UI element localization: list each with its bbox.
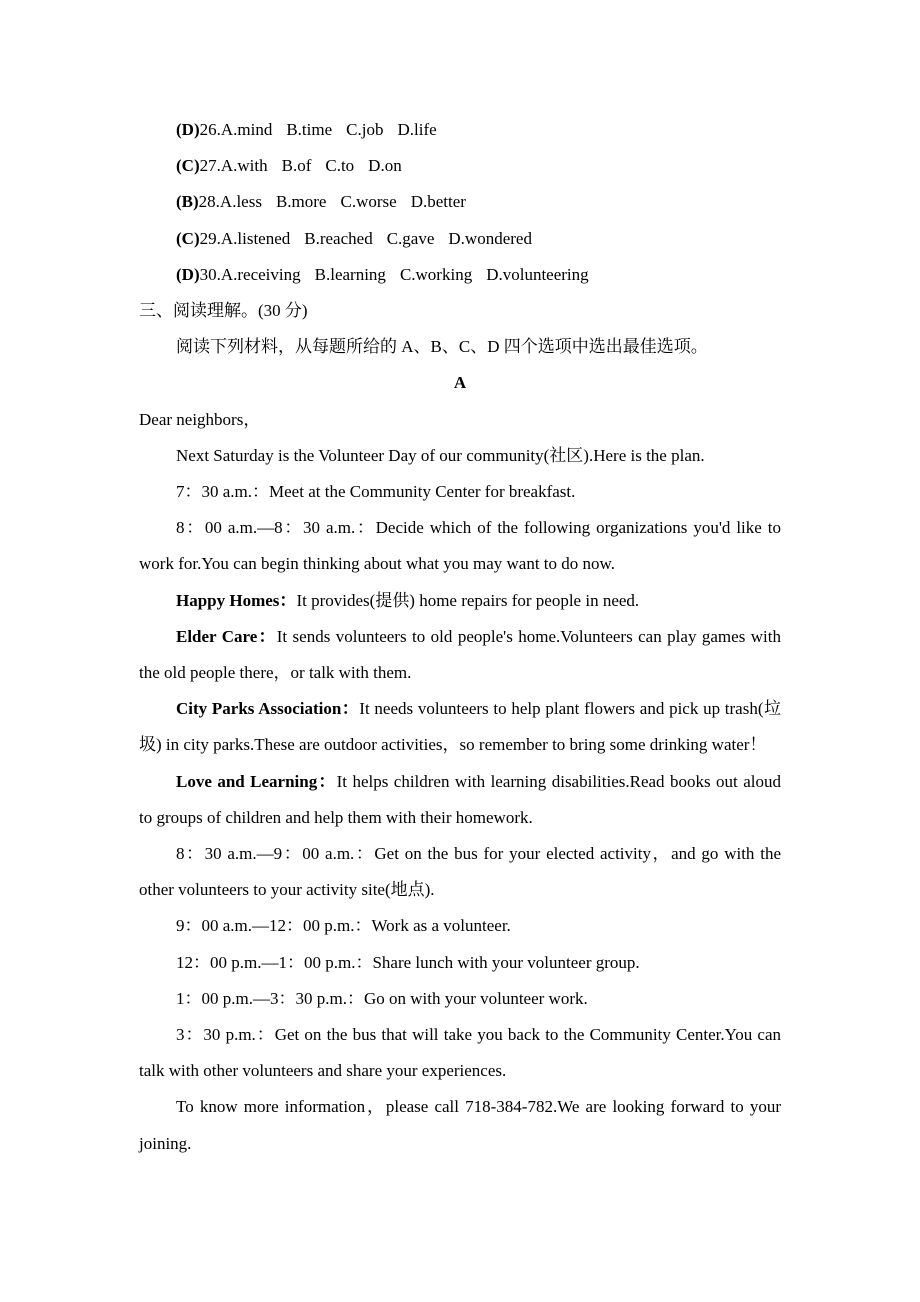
organization-description: It provides(提供) home repairs for people in need. (296, 590, 640, 610)
question-line (139, 257, 781, 293)
question-number: 27. (199, 156, 221, 176)
letter-greeting: Dear neighbors， (139, 409, 261, 429)
schedule-item: 8：00 a.m.—8：30 a.m.：Decide which of the following organizations you'd like to work for.You can begin thinking about what you may want to do now. (139, 518, 781, 574)
question-option: A.less (219, 192, 262, 212)
organization-description: It helps children with learning disabilities.Read books out aloud to groups of children and help them with their homework. (139, 771, 781, 827)
question-option: C.job (346, 120, 384, 139)
letter-intro: Next Saturday is the Volunteer Day of our community(社区).Here is the plan. (176, 445, 705, 465)
schedule-item: 9：00 a.m.—12：00 p.m.：Work as a volunteer. (176, 916, 511, 936)
question-option: B.time (286, 120, 333, 139)
question-option: C.worse (340, 192, 397, 212)
letter-closing: To know more information，please call 718-384-782.We are looking forward to your joining. (139, 1097, 781, 1153)
organization-item (139, 619, 781, 691)
question-option: A.listened (220, 228, 291, 248)
question-number: 29. (199, 228, 221, 248)
question-option: C.gave (386, 228, 435, 248)
question-option: B.more (275, 192, 327, 212)
section-instruction: 阅读下列材料，从每题所给的 A、B、C、D 四个选项中选出最佳选项。 (176, 337, 708, 357)
question-answer: (C) (176, 156, 200, 176)
question-option: B.reached (304, 228, 373, 248)
question-option: D.life (397, 120, 437, 139)
organization-description: It needs volunteers to help plant flowers and pick up trash(垃圾) in city parks.These are outdoor activities，so remember to bring some drinking water！ (139, 699, 781, 755)
question-answer: (B) (176, 192, 199, 212)
question-option: C.to (325, 156, 355, 176)
question-line (139, 148, 781, 184)
question-option: C.working (399, 264, 473, 284)
section-heading: 三、阅读理解。(30 分) (139, 301, 308, 321)
organization-item (139, 583, 781, 619)
organization-description: It sends volunteers to old people's home.Volunteers can play games with the old people there，or talk with them. (139, 626, 781, 683)
question-answer: (D) (176, 264, 200, 284)
organization-name: Love and Learning： (176, 771, 337, 791)
question-option: D.volunteering (486, 264, 589, 284)
schedule-item: 3：30 p.m.：Get on the bus that will take you back to the Community Center.You can talk with other volunteers and share your experiences. (139, 1025, 781, 1081)
question-option: A.mind (220, 120, 273, 139)
question-option: D.on (368, 156, 402, 176)
question-option: A.receiving (220, 264, 301, 284)
question-line (139, 221, 781, 257)
question-option: D.better (410, 192, 466, 212)
organization-item (139, 764, 781, 836)
organization-name: City Parks Association： (176, 699, 360, 719)
organization-name: Happy Homes： (176, 590, 297, 610)
document-page (139, 112, 781, 1162)
schedule-item: 1：00 p.m.—3：30 p.m.：Go on with your volunteer work. (176, 988, 588, 1008)
schedule-item: 7：30 a.m.：Meet at the Community Center for breakfast. (176, 482, 576, 502)
question-line (139, 184, 781, 220)
question-number: 28. (198, 192, 220, 212)
question-number: 30. (199, 264, 221, 284)
schedule-item: 12：00 p.m.—1：00 p.m.：Share lunch with your volunteer group. (176, 952, 640, 972)
question-answer: (D) (176, 120, 200, 139)
question-option: B.of (281, 156, 312, 176)
passage-label: A (453, 373, 467, 393)
question-line (139, 112, 781, 148)
question-option: B.learning (314, 264, 386, 284)
schedule-item: 8：30 a.m.—9：00 a.m.：Get on the bus for your elected activity，and go with the other volunteers to your activity site(地点). (139, 844, 781, 900)
question-answer: (C) (176, 228, 200, 248)
organization-item (139, 691, 781, 763)
question-list (139, 112, 781, 293)
organization-name: Elder Care： (176, 626, 277, 646)
question-number: 26. (199, 120, 221, 139)
question-option: A.with (220, 156, 268, 176)
question-option: D.wondered (448, 228, 532, 248)
